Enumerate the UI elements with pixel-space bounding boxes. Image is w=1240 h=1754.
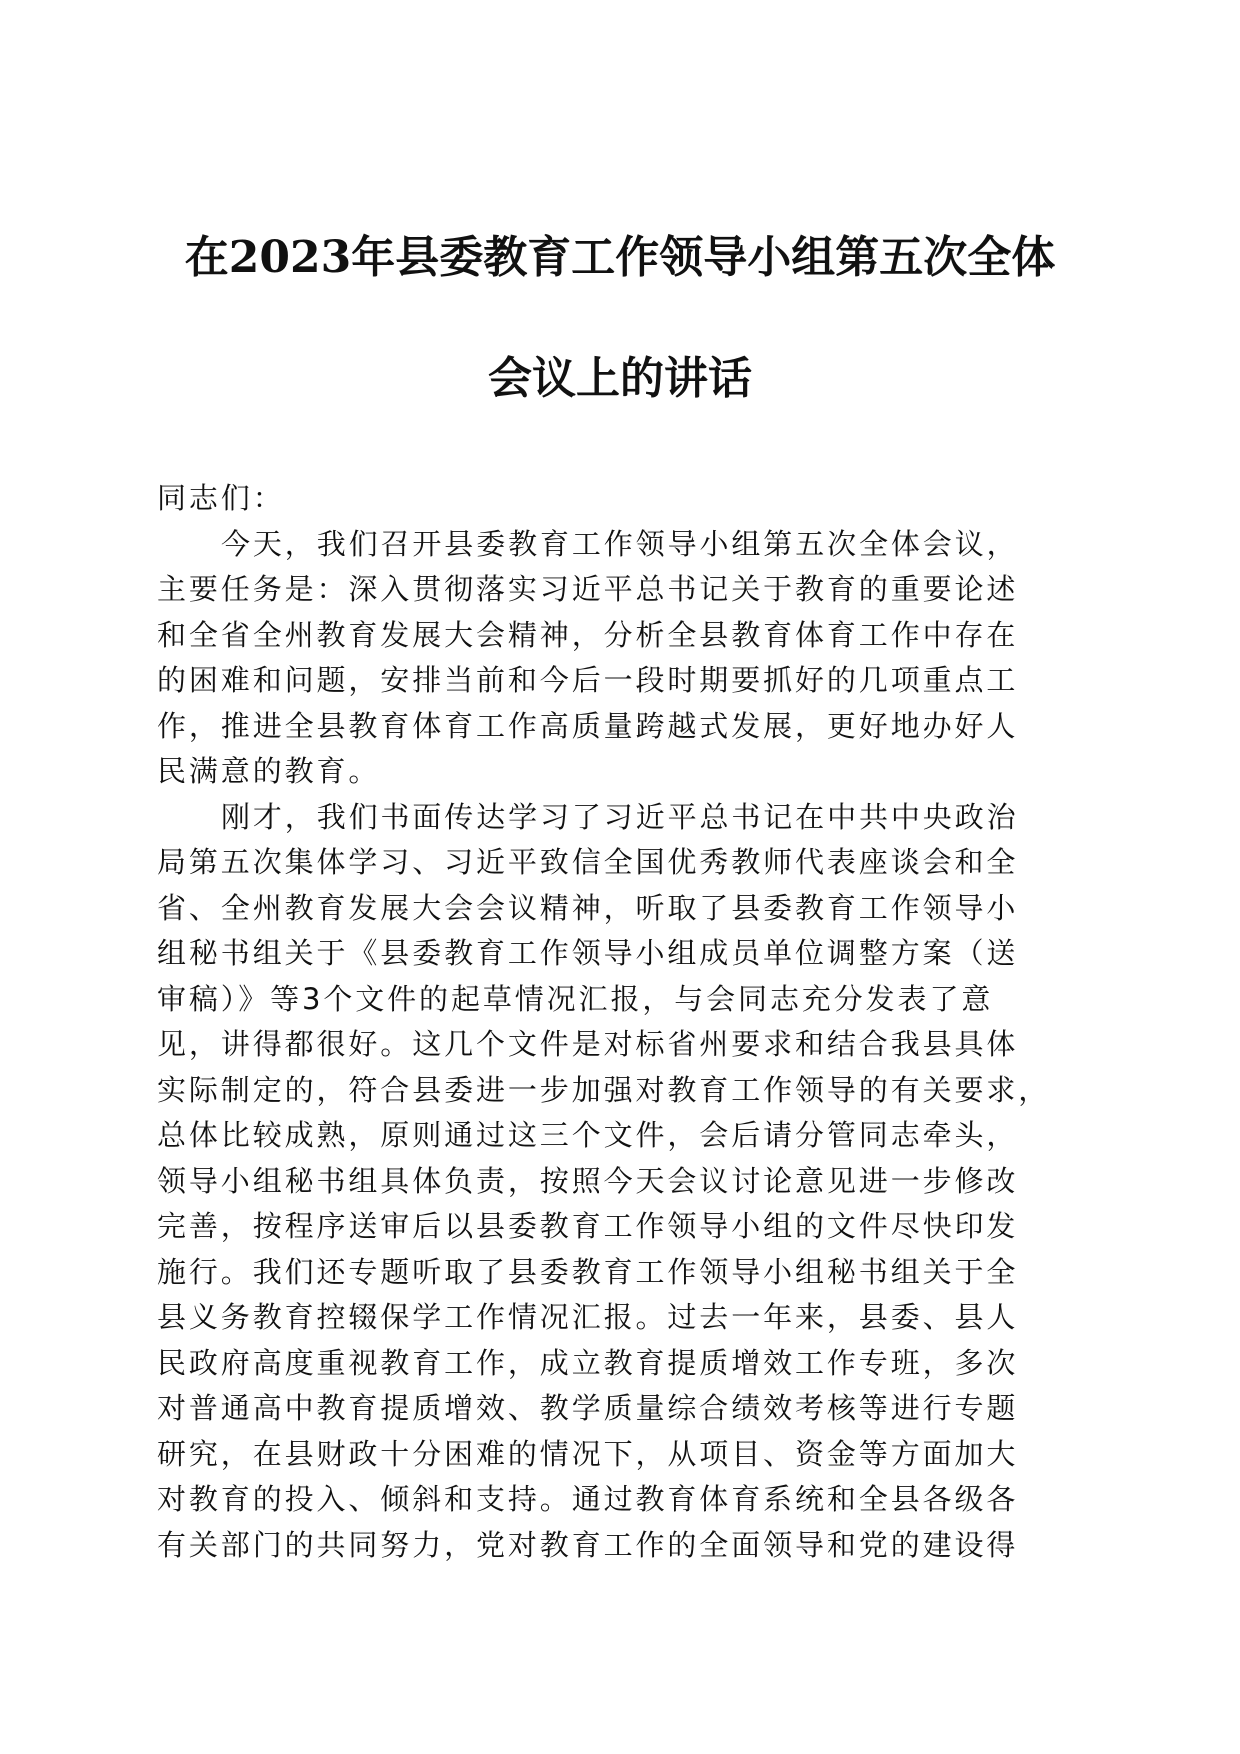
paragraph-line: 完善，按程序送审后以县委教育工作领导小组的文件尽快印发 [157,1209,1019,1243]
paragraph-line: 对教育的投入、倾斜和支持。通过教育体育系统和全县各级各 [157,1482,1019,1516]
speech-body [157,476,1087,1568]
paragraph-line: 和全省全州教育发展大会精神，分析全县教育体育工作中存在 [157,617,1019,652]
salutation: 同志们： [157,481,285,515]
paragraph-2 [157,795,1087,1569]
paragraph-line: 今天，我们召开县委教育工作领导小组第五次全体会议， [221,526,1019,561]
paragraph-line: 审稿）》等3个文件的起草情况汇报，与会同志充分发表了意 [157,981,994,1016]
paragraph-line: 民满意的教育。 [157,754,381,788]
paragraph-line: 领导小组秘书组具体负责，按照今天会议讨论意见进一步修改 [157,1163,1019,1198]
paragraph-line: 的困难和问题，安排当前和今后一段时期要抓好的几项重点工 [157,663,1019,697]
document-title-line-1: 在2023年县委教育工作领导小组第五次全体 [184,232,1056,283]
paragraph-line: 有关部门的共同努力，党对教育工作的全面领导和党的建设得 [157,1527,1019,1562]
paragraph-line: 见，讲得都很好。这几个文件是对标省州要求和结合我县具体 [157,1027,1019,1061]
paragraph-line: 作，推进全县教育体育工作高质量跨越式发展，更好地办好人 [157,708,1019,743]
paragraph-line: 对普通高中教育提质增效、教学质量综合绩效考核等进行专题 [157,1391,1019,1425]
paragraph-line: 实际制定的，符合县委进一步加强对教育工作领导的有关要求， [157,1072,1051,1107]
paragraph-line: 民政府高度重视教育工作，成立教育提质增效工作专班，多次 [157,1345,1019,1380]
document-title-line-2: 会议上的讲话 [488,353,752,404]
paragraph-line: 省、全州教育发展大会会议精神，听取了县委教育工作领导小 [157,890,1019,925]
paragraph-line: 组秘书组关于《县委教育工作领导小组成员单位调整方案（送 [157,936,1019,970]
paragraph-line: 施行。我们还专题听取了县委教育工作领导小组秘书组关于全 [157,1254,1019,1289]
paragraph-line: 总体比较成熟，原则通过这三个文件，会后请分管同志牵头， [157,1118,1019,1152]
paragraph-line: 局第五次集体学习、习近平致信全国优秀教师代表座谈会和全 [157,845,1019,879]
paragraph-line: 刚才，我们书面传达学习了习近平总书记在中共中央政治 [221,799,1019,834]
paragraph-line: 县义务教育控辍保学工作情况汇报。过去一年来，县委、县人 [157,1300,1019,1334]
paragraph-1 [157,522,1087,795]
paragraph-line: 主要任务是：深入贯彻落实习近平总书记关于教育的重要论述 [157,572,1019,606]
paragraph-line: 研究，在县财政十分困难的情况下，从项目、资金等方面加大 [157,1436,1019,1471]
